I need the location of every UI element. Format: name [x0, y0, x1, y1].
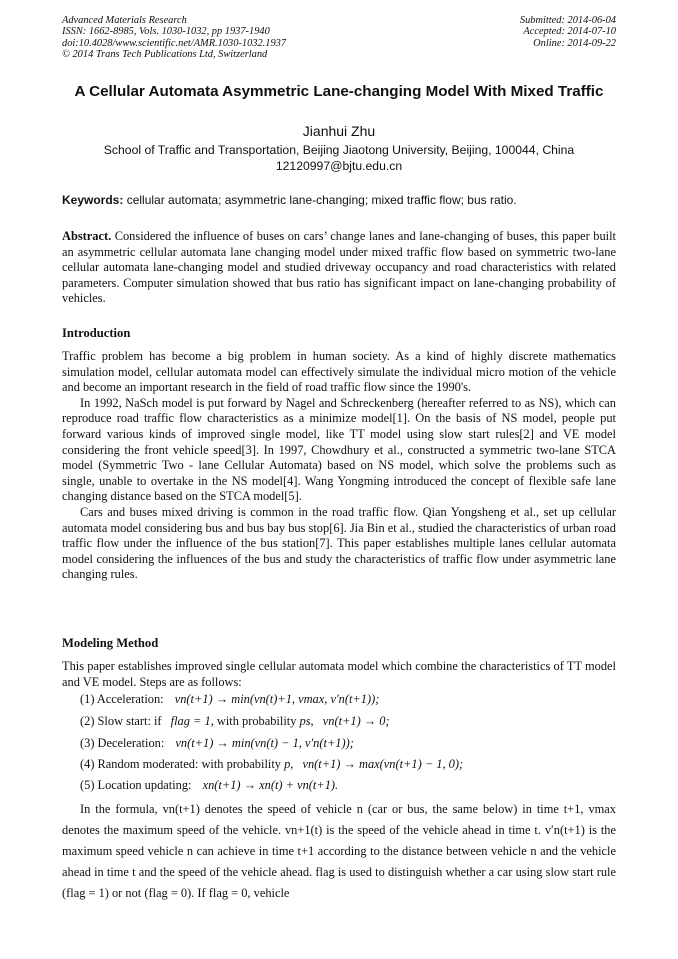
journal-header — [62, 15, 286, 61]
introduction-heading: Introduction — [62, 326, 131, 340]
modeling-intro: This paper establishes improved single cellular automata model which combine the characteristics of TT model and VE model. Steps are as follows: — [62, 659, 616, 689]
equation: vn(t+1) → min(vn(t) − 1, v′n(t+1)); — [175, 736, 354, 750]
issn-line: ISSN: 1662-8985, Vols. 1030-1032, pp 1937-1940 — [62, 26, 270, 38]
keywords-line — [62, 193, 618, 207]
introduction-body — [62, 349, 616, 583]
accepted-date: Accepted: 2014-07-10 — [523, 26, 616, 38]
equation: vn(t+1) → min(vn(t)+1, vmax, v′n(t+1)); — [174, 692, 380, 706]
equation: vn(t+1) → max(vn(t+1) − 1, 0); — [302, 757, 464, 771]
abstract — [62, 229, 616, 307]
paper-title: A Cellular Automata Asymmetric Lane-changing Model With Mixed Traffic — [74, 83, 604, 100]
affiliation: School of Traffic and Transportation, Beijing Jiaotong University, Beijing, 100044, China — [103, 143, 575, 157]
equation: ps — [299, 714, 311, 728]
modeling-heading: Modeling Method — [62, 636, 159, 650]
copyright-line: © 2014 Trans Tech Publications Ltd, Switzerland — [62, 49, 268, 61]
step-slow-start: (2) Slow start: if flag = 1, with probability ps, vn(t+1) → 0; — [80, 714, 390, 728]
author-email: 12120997@bjtu.edu.cn — [275, 158, 403, 173]
step-location: (5) Location updating: xn(t+1) → xn(t) + vn(t+1). — [80, 778, 339, 792]
keywords-label: Keywords: — [62, 193, 124, 207]
equation: flag = 1 — [170, 714, 211, 728]
author-name: Jianhui Zhu — [302, 123, 376, 139]
modeling-explanation: In the formula, vn(t+1) denotes the speed of vehicle n (car or bus, the same below) in time t+1, vmax denotes the maximum speed of the vehicle. vn+1(t) is the speed of the vehicle ahead in time t. v′n(t+1) is the maximum speed vehicle n can achieve in time t+1 according to the distance between vehicle n and the vehicle ahead in time t and the speed of the vehicle ahead. flag is used to distinguish whether a car using slow start rule (flag = 1) or not (flag = 0). If flag = 0, vehicle — [62, 802, 616, 900]
submitted-date: Submitted: 2014-06-04 — [519, 15, 616, 26]
affiliation-block — [40, 143, 638, 174]
abstract-label: Abstract. — [62, 229, 112, 243]
step-deceleration: (3) Deceleration: vn(t+1) → min(vn(t) − 1, v′n(t+1)); — [80, 736, 354, 750]
online-date: Online: 2014-09-22 — [533, 37, 616, 49]
equation: vn(t+1) → 0; — [322, 714, 390, 728]
keywords-text: cellular automata; asymmetric lane-changing; mixed traffic flow; bus ratio. — [126, 193, 517, 207]
step-acceleration: (1) Acceleration: vn(t+1) → min(vn(t)+1, vmax, v′n(t+1)); — [80, 692, 380, 706]
intro-paragraph: Cars and buses mixed driving is common in the road traffic flow. Qian Yongsheng et al., set up cellular automata model considering bus and bus bay bus stop[6]. Jia Bin et al., studied the characteristics of urban road traffic flow under the influence of the bus station[7]. This paper establishes multiple lanes cellular automata model considering the influences of the bus and study the characteristics of traffic flow under asymmetric lane changing rules. — [62, 504, 616, 582]
abstract-text: Considered the influence of buses on cars’ change lanes and lane-changing of buses, this paper built an asymmetric cellular automata lane changing model under mixed traffic flow based on symmetric two-lane cellular automata lane-changing model and studied driveway occupancy and road characteristics with related parameters. Computer simulation showed that bus ratio has significant impact on lane-changing probability of vehicles. — [62, 229, 616, 306]
dates-header — [520, 15, 616, 49]
equation: xn(t+1) → xn(t) + vn(t+1). — [202, 778, 339, 792]
doi-line: doi:10.4028/www.scientific.net/AMR.1030-1032.1937 — [62, 37, 287, 49]
journal-name: Advanced Materials Research — [62, 15, 187, 26]
equation: p — [284, 757, 291, 771]
step-random: (4) Random moderated: with probability p, vn(t+1) → max(vn(t+1) − 1, 0); — [80, 757, 464, 771]
intro-paragraph: Traffic problem has become a big problem in human society. As a kind of highly discrete mathematics simulation model, cellular automata model can effectively simulate the individual micro motion of the vehicle and become an important research in the field of road traffic flow since the 1990's. — [62, 349, 616, 395]
intro-paragraph: In 1992, NaSch model is put forward by Nagel and Schreckenberg (hereafter referred to as NS), which can reproduce road traffic flow characteristics as a minimize model[1]. On the basis of NS model, people put forward various kinds of improved single model, like TT model using slow start rules[2] and VE model considering the front vehicle speed[3]. In 1997, Chowdhury et al., constructed a symmetric two-lane STCA model (Symmetric Two - lane Cellular Automata) based on NS model, which solve the problems such as single, unable to overtake in the NS model[4]. Wang Yongming introduced the concept of flexible safe lane changing distance based on the STCA model[5]. — [62, 395, 616, 504]
